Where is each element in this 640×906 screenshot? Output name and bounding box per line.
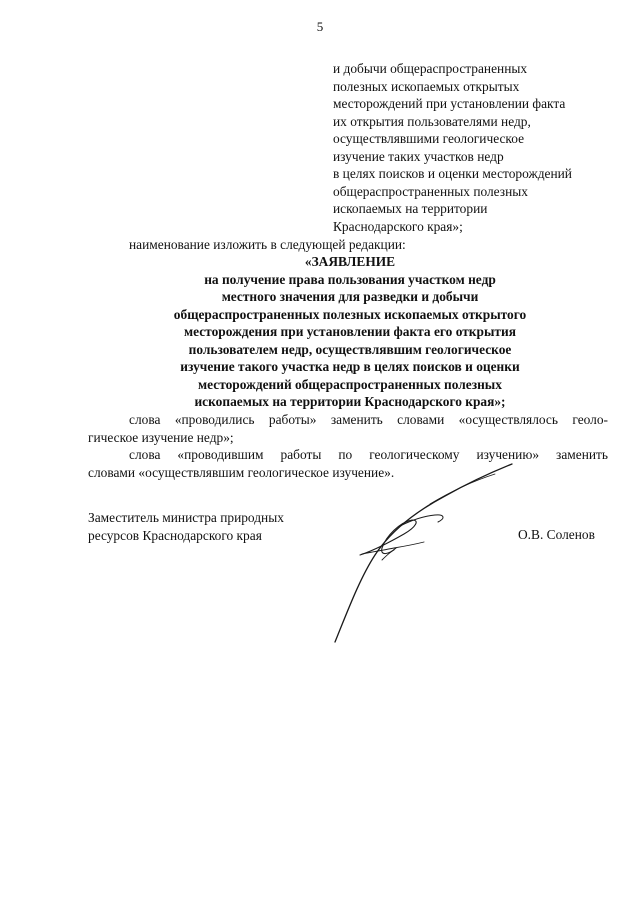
signatory-position-line: ресурсов Краснодарского края [88, 527, 262, 543]
paragraph-line: гическое изучение недр»; [88, 429, 234, 445]
excerpt-line: общераспространенных полезных [333, 183, 528, 199]
title-line: ископаемых на территории Краснодарского края»; [194, 394, 506, 409]
title-line: месторождения при установлении факта его открытия [184, 324, 516, 339]
excerpt-line: изучение таких участков недр [333, 148, 504, 164]
application-title [80, 253, 620, 411]
excerpt-line: осуществлявшими геологическое [333, 131, 525, 146]
title-line: на получение права пользования участком недр [204, 271, 496, 287]
excerpt-line: Краснодарского края»; [333, 218, 463, 234]
paragraph-line: слова «проводившим работы по геологическому изучению» заменить [129, 447, 608, 462]
amendment-paragraph-1 [88, 411, 608, 446]
excerpt-line: в целях поисков и оценки месторождений [333, 166, 572, 181]
title-line: месторождений общераспространенных полезных [198, 376, 502, 392]
paragraph-line: словами «осуществлявшим геологическое изучение». [88, 464, 395, 480]
title-line: местного значения для разведки и добычи [221, 289, 479, 304]
signatory-name: О.В. Соленов [518, 527, 595, 542]
excerpt-line: месторождений при установлении факта [333, 96, 566, 111]
excerpt-line: полезных ископаемых открытых [333, 78, 520, 94]
excerpt-line: и добычи общераспространенных [333, 61, 528, 76]
paragraph-line: слова «проводились работы» заменить словами «осуществлялось геоло- [129, 412, 608, 427]
excerpt-line: их открытия пользователями недр, [333, 113, 531, 129]
intro-line: наименование изложить в следующей редакции: [129, 237, 406, 252]
title-line: пользователем недр, осуществлявшим геологическое [188, 341, 512, 357]
excerpt-line: ископаемых на территории [333, 201, 488, 216]
title-line: изучение такого участка недр в целях поисков и оценки [180, 359, 520, 374]
handwritten-signature [320, 460, 520, 645]
title-line: общераспространенных полезных ископаемых открытого [173, 306, 527, 322]
title-line: «ЗАЯВЛЕНИЕ [304, 254, 396, 269]
signatory-position-line: Заместитель министра природных [88, 510, 284, 525]
signatory-position [88, 509, 284, 544]
quoted-excerpt [333, 60, 615, 235]
page-number: 5 [316, 19, 324, 34]
